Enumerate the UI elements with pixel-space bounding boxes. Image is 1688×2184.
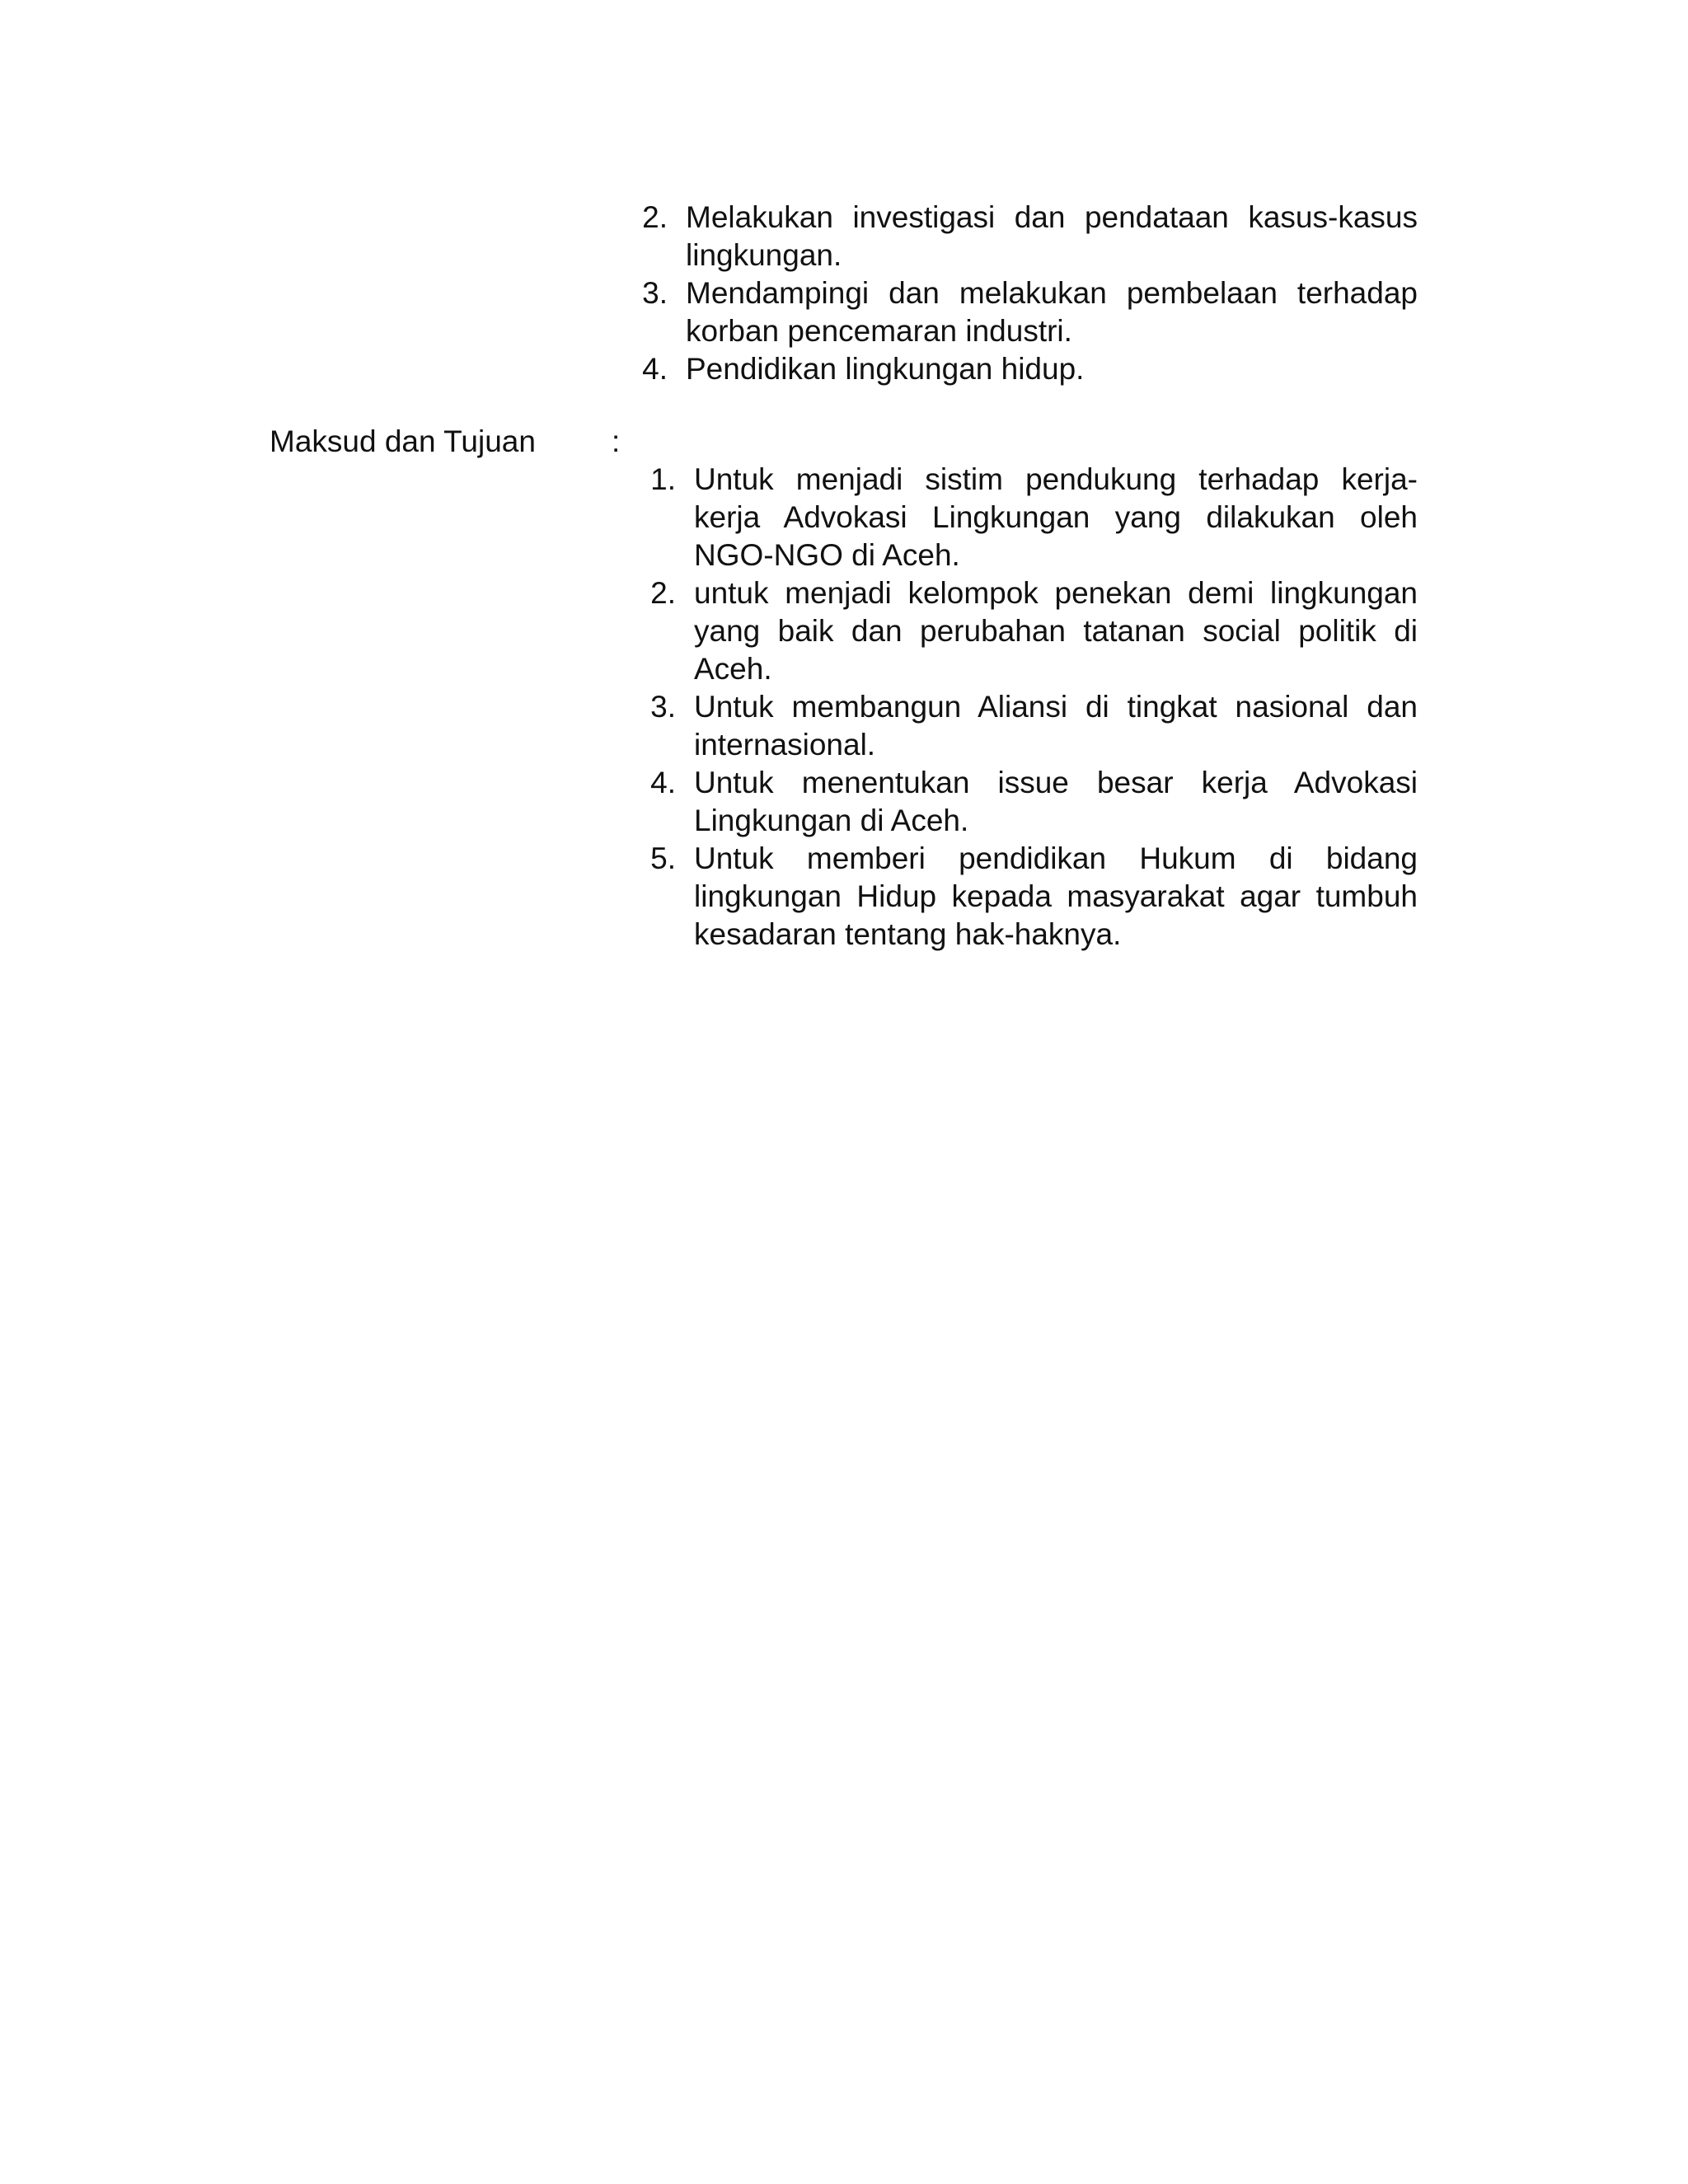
purpose-list (643, 461, 1418, 954)
list-item-text: Untuk memberi pendidikan Hukum di bidang lingkungan Hidup kepada masyarakat agar tumbuh kesadaran tentang hak-haknya. (694, 841, 1418, 951)
list-item-number: 4. (650, 766, 676, 799)
list-item-text: Untuk menjadi sistim pendukung terhadap kerja- kerja Advokasi Lingkungan yang dilakukan oleh NGO-NGO di Aceh. (694, 462, 1418, 572)
list-item (635, 350, 1418, 388)
list-item (643, 574, 1418, 688)
list-item (635, 199, 1418, 274)
list-item (643, 840, 1418, 954)
list-item (643, 764, 1418, 840)
list-item-number: 3. (650, 690, 676, 724)
list-item (643, 688, 1418, 764)
list-item-number: 2. (650, 576, 676, 610)
list-item-text: Pendidikan lingkungan hidup. (686, 352, 1085, 386)
list-item-text: untuk menjadi kelompok penekan demi lingkungan yang baik dan perubahan tatanan social politik di Aceh. (694, 576, 1418, 686)
list-item (643, 461, 1418, 574)
section-colon: : (612, 424, 621, 458)
list-item-text: Untuk membangun Aliansi di tingkat nasional dan internasional. (694, 690, 1418, 762)
list-item-number: 1. (650, 462, 676, 496)
list-item-text: Mendampingi dan melakukan pembelaan terhadap korban pencemaran industri. (686, 276, 1418, 348)
section-label: Maksud dan Tujuan (270, 424, 536, 458)
list-item-text: Untuk menentukan issue besar kerja Advokasi Lingkungan di Aceh. (694, 766, 1418, 837)
list-item-number: 2. (642, 200, 668, 234)
list-item-text: Melakukan investigasi dan pendataan kasus-kasus lingkungan. (686, 200, 1418, 272)
list-item-number: 5. (650, 841, 676, 875)
list-item (635, 274, 1418, 350)
list-item-number: 4. (642, 352, 668, 386)
list-item-number: 3. (642, 276, 668, 310)
activities-list (635, 199, 1418, 388)
